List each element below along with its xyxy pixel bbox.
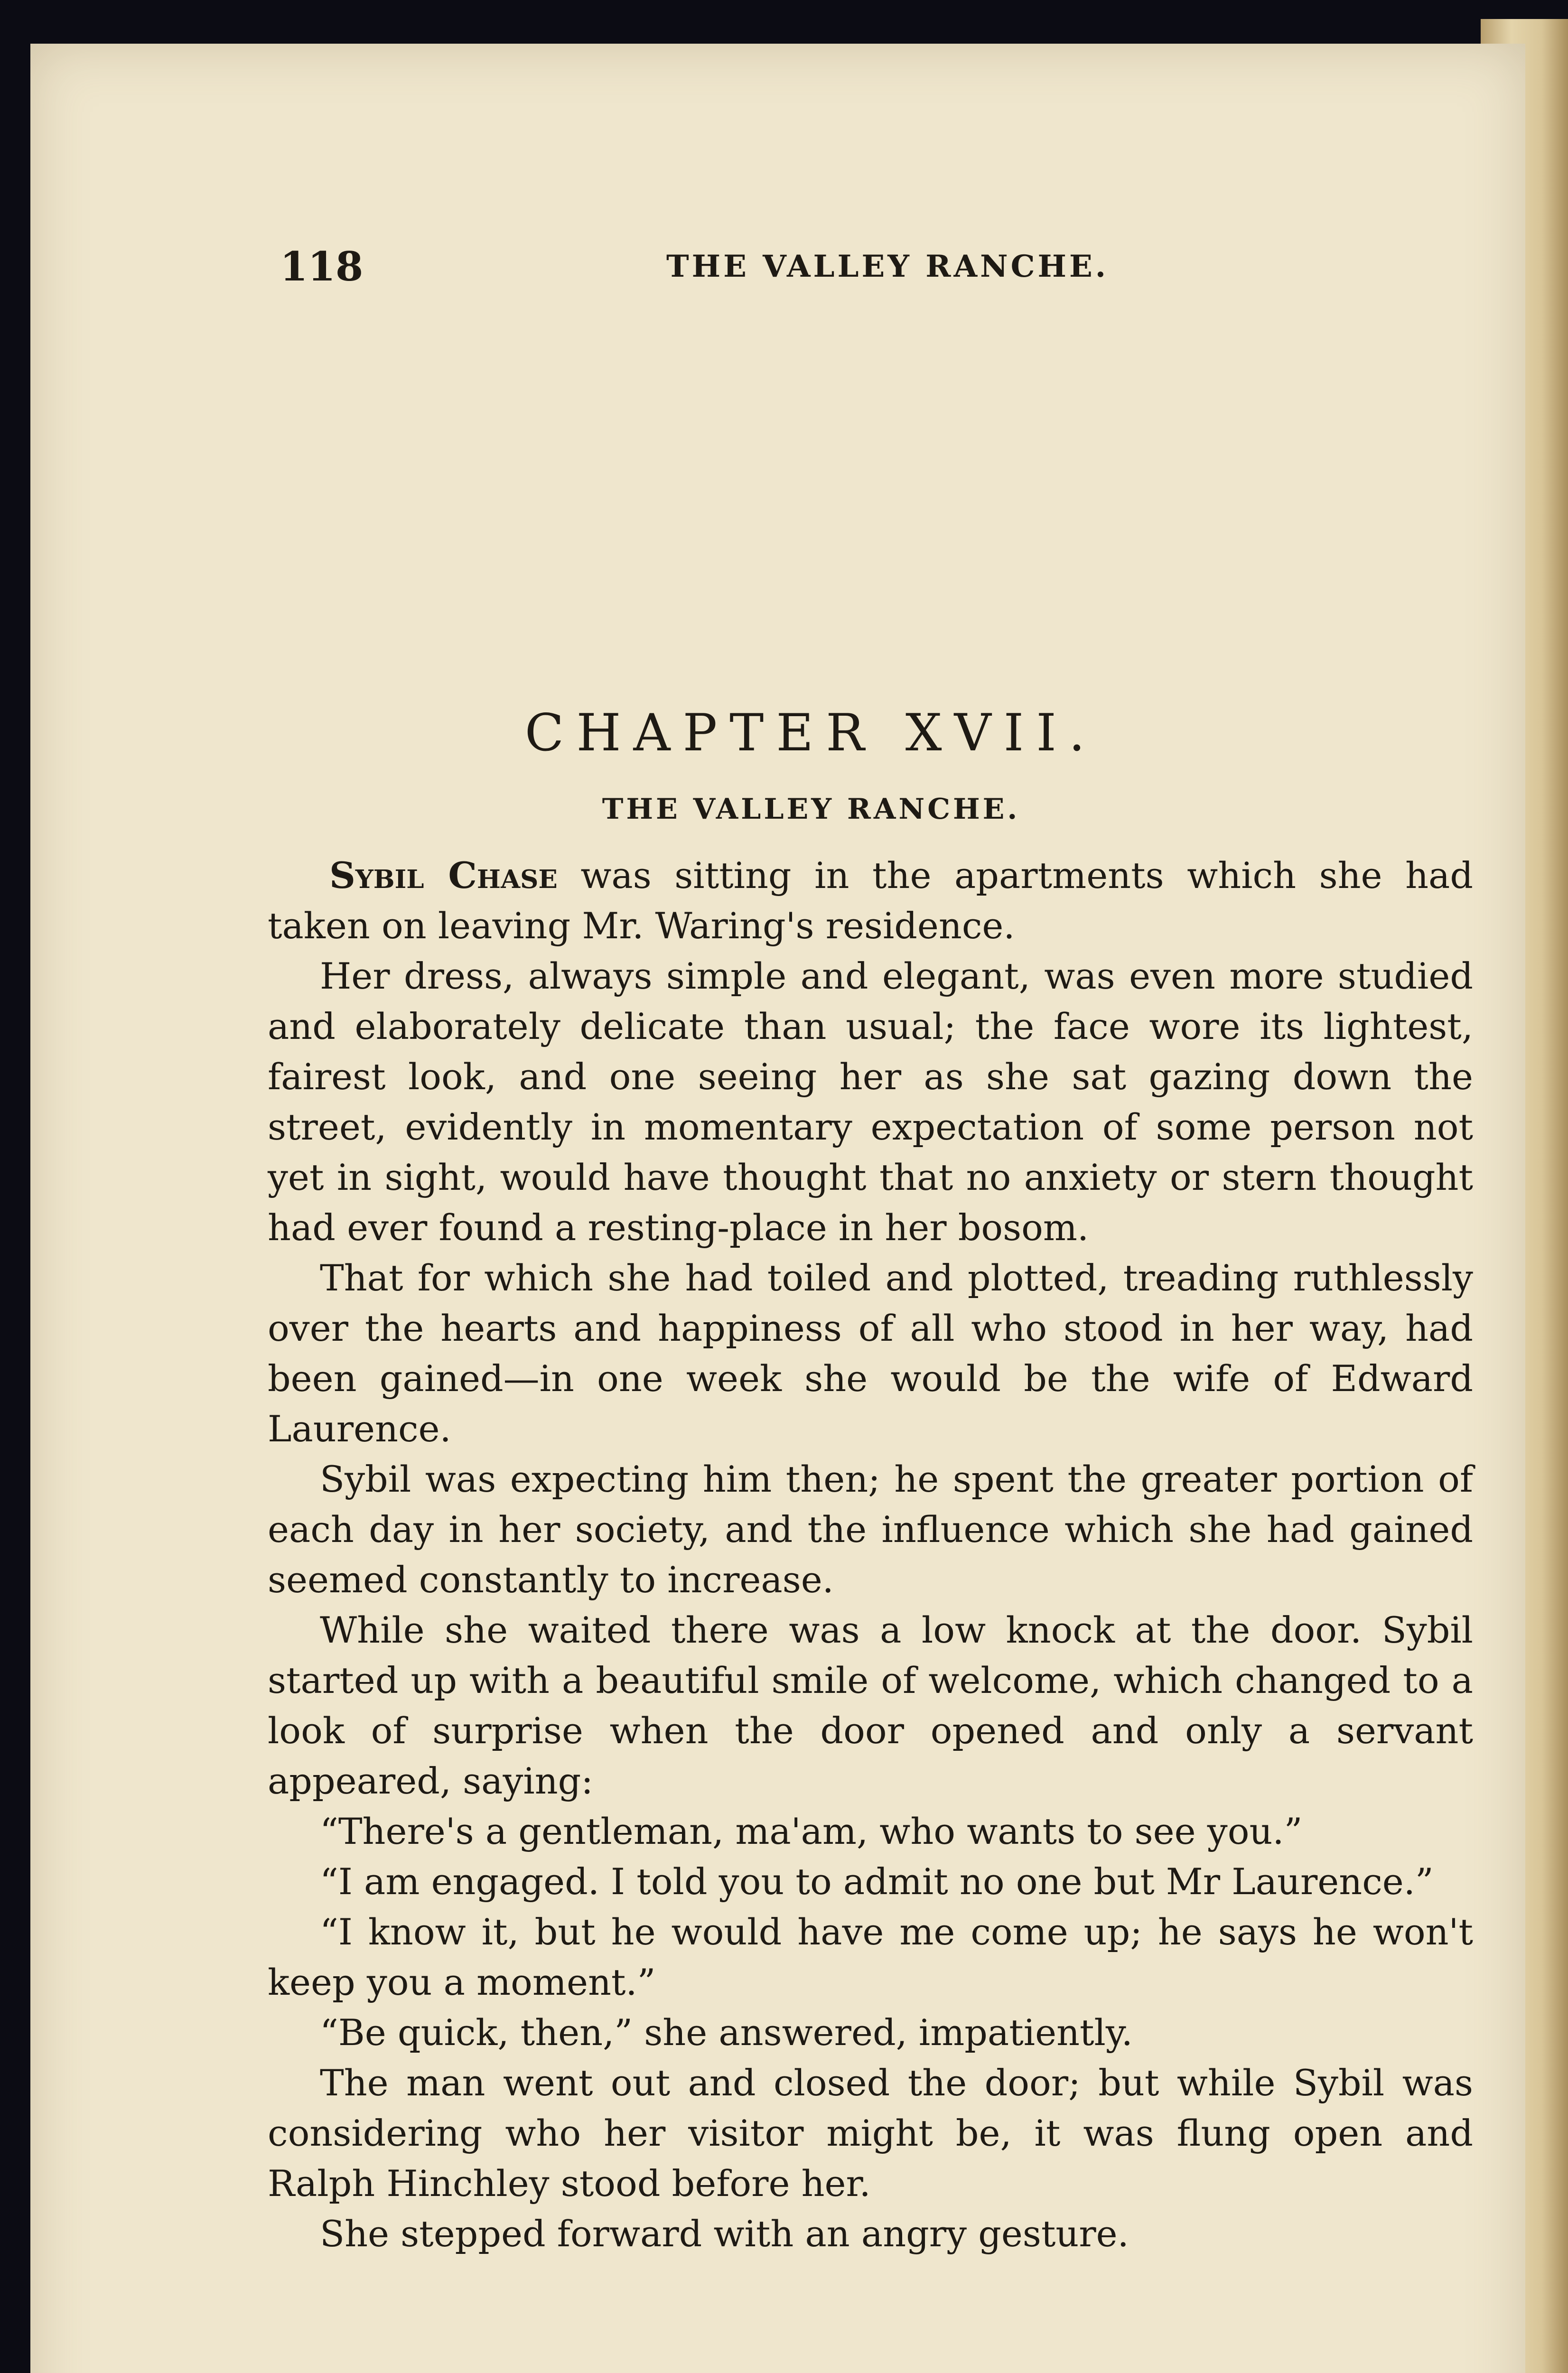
chapter-title: CHAPTER XVII. [524,703,1098,763]
book-page [30,44,1525,2373]
paragraph [268,850,1473,951]
paragraph-text: Sybil was expecting him then; he spent the greater portion of each day in her society, and the influence which she had gained seemed constantly to increase. [268,1458,1473,1601]
paragraph [268,1253,1473,1454]
paragraph [268,1806,1473,1857]
paragraph-text: The man went out and closed the door; but while Sybil was considering who her visitor might be, it was flung open and Ralph Hinchley stood before her. [268,2062,1473,2205]
paragraph [268,2058,1473,2209]
paragraph [268,1605,1473,1806]
paragraph-text: was sitting in the apartments which she had taken on leaving Mr. Waring's residence. [268,854,1473,947]
paragraph [268,1454,1473,1605]
paragraph-text: She stepped forward with an angry gesture. [320,2213,1129,2255]
paragraph-lead: Sybil Chase [329,854,558,897]
paragraph [268,2209,1473,2259]
running-title: THE VALLEY RANCHE. [666,249,1109,284]
paragraph [268,2008,1473,2058]
paragraph [268,1857,1473,1907]
chapter-subtitle: THE VALLEY RANCHE. [602,793,1020,826]
paragraph-text: “There's a gentleman, ma'am, who wants to see you.” [320,1810,1303,1852]
running-head [239,243,1473,300]
paragraph-text: While she waited there was a low knock at the door. Sybil started up with a beautiful smile of welcome, which changed to a look of surprise when the door opened and only a servant appeared, saying: [268,1609,1473,1802]
paragraph-text: “I know it, but he would have me come up; he says he won't keep you a moment.” [268,1911,1473,2003]
paragraph-text: “Be quick, then,” she answered, impatiently. [320,2011,1133,2054]
paragraph [268,1907,1473,2008]
chapter-body [268,850,1473,2259]
paragraph-text: Her dress, always simple and elegant, was even more studied and elaborately delicate than usual; the face wore its lightest, fairest look, and one seeing her as she sat gazing down the street, evidently in momentary expectation of some person not yet in sight, would have thought that no anxiety or stern thought had ever found a resting-place in her bosom. [268,955,1473,1249]
paragraph-text: That for which she had toiled and plotted, treading ruthlessly over the hearts and happiness of all who stood in her way, had been gained—in one week she would be the wife of Edward Laurence. [268,1257,1473,1450]
paragraph-text: “I am engaged. I told you to admit no one but Mr Laurence.” [320,1860,1434,1903]
page-number: 118 [280,243,364,290]
paragraph [268,951,1473,1253]
